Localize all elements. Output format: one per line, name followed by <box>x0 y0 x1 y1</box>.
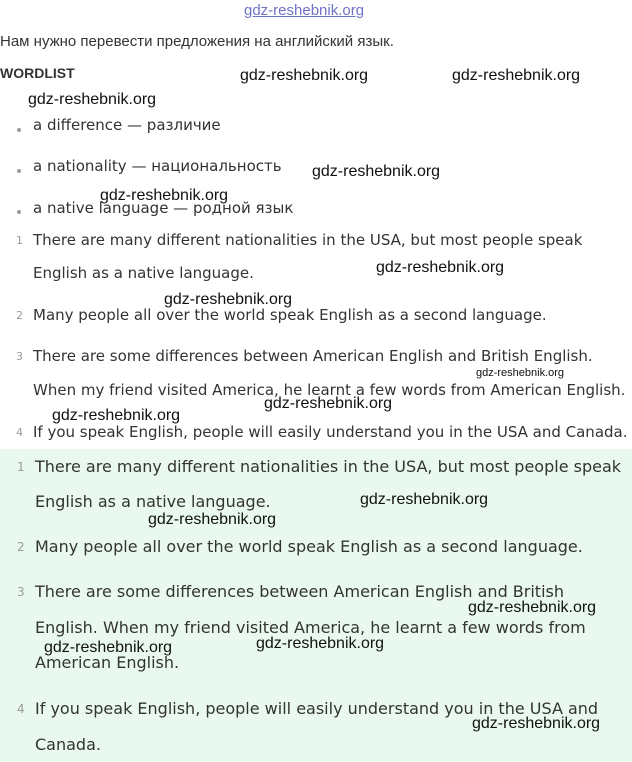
answer-line: American English. <box>35 653 180 672</box>
watermark: gdz-reshebnik.org <box>376 259 505 276</box>
watermark: gdz-reshebnik.org <box>256 635 385 652</box>
answer-line: There are some differences between American English and British <box>35 582 564 601</box>
sentence-line: English as a native language. <box>33 264 254 282</box>
sentence-number: 1 <box>16 234 23 247</box>
wordlist-item: a difference — различие <box>33 116 221 134</box>
watermark: gdz-reshebnik.org <box>452 67 581 84</box>
answer-number: 1 <box>17 460 25 474</box>
bullet-icon <box>17 169 21 173</box>
watermark: gdz-reshebnik.org <box>468 599 597 616</box>
watermark: gdz-reshebnik.org <box>476 367 565 379</box>
watermark: gdz-reshebnik.org <box>240 67 369 84</box>
answer-line: English. When my friend visited America, he learnt a few words from <box>35 618 586 637</box>
answer-line: Many people all over the world speak English as a second language. <box>35 537 583 556</box>
task-intro: Нам нужно перевести предложения на английский язык. <box>0 33 394 50</box>
watermark: gdz-reshebnik.org <box>148 511 277 528</box>
sentence-line: If you speak English, people will easily understand you in the USA and Canada. <box>33 423 628 441</box>
watermark: gdz-reshebnik.org <box>472 715 601 732</box>
bullet-icon <box>17 210 21 214</box>
watermark: gdz-reshebnik.org <box>164 291 293 308</box>
sentence-number: 4 <box>16 426 23 439</box>
answer-number: 2 <box>17 540 25 554</box>
sentence-line: There are some differences between American English and British English. <box>33 347 593 365</box>
site-link[interactable]: gdz-reshebnik.org <box>244 2 365 19</box>
answer-number: 3 <box>17 585 25 599</box>
answer-number: 4 <box>17 702 25 716</box>
watermark: gdz-reshebnik.org <box>100 187 229 204</box>
watermark: gdz-reshebnik.org <box>44 639 173 656</box>
sentence-line: Many people all over the world speak English as a second language. <box>33 306 547 324</box>
sentence-number: 2 <box>16 309 23 322</box>
sentence-number: 3 <box>16 350 23 363</box>
wordlist-item: a native language — родной язык <box>33 199 294 217</box>
sentence-line: There are many different nationalities in the USA, but most people speak <box>33 231 583 249</box>
watermark: gdz-reshebnik.org <box>312 163 441 180</box>
answer-line: There are many different nationalities in the USA, but most people speak <box>35 457 622 476</box>
watermark: gdz-reshebnik.org <box>28 91 157 108</box>
watermark: gdz-reshebnik.org <box>360 491 489 508</box>
bullet-icon <box>17 128 21 132</box>
wordlist-title: WORDLIST <box>0 65 75 81</box>
wordlist-item: a nationality — национальность <box>33 157 282 175</box>
sentence-line: When my friend visited America, he learnt a few words from American English. <box>33 381 626 399</box>
answer-line: Canada. <box>35 735 101 754</box>
answer-line: If you speak English, people will easily understand you in the USA and <box>35 699 599 718</box>
answer-line: English as a native language. <box>35 492 271 511</box>
watermark: gdz-reshebnik.org <box>264 395 393 412</box>
watermark: gdz-reshebnik.org <box>52 407 181 424</box>
